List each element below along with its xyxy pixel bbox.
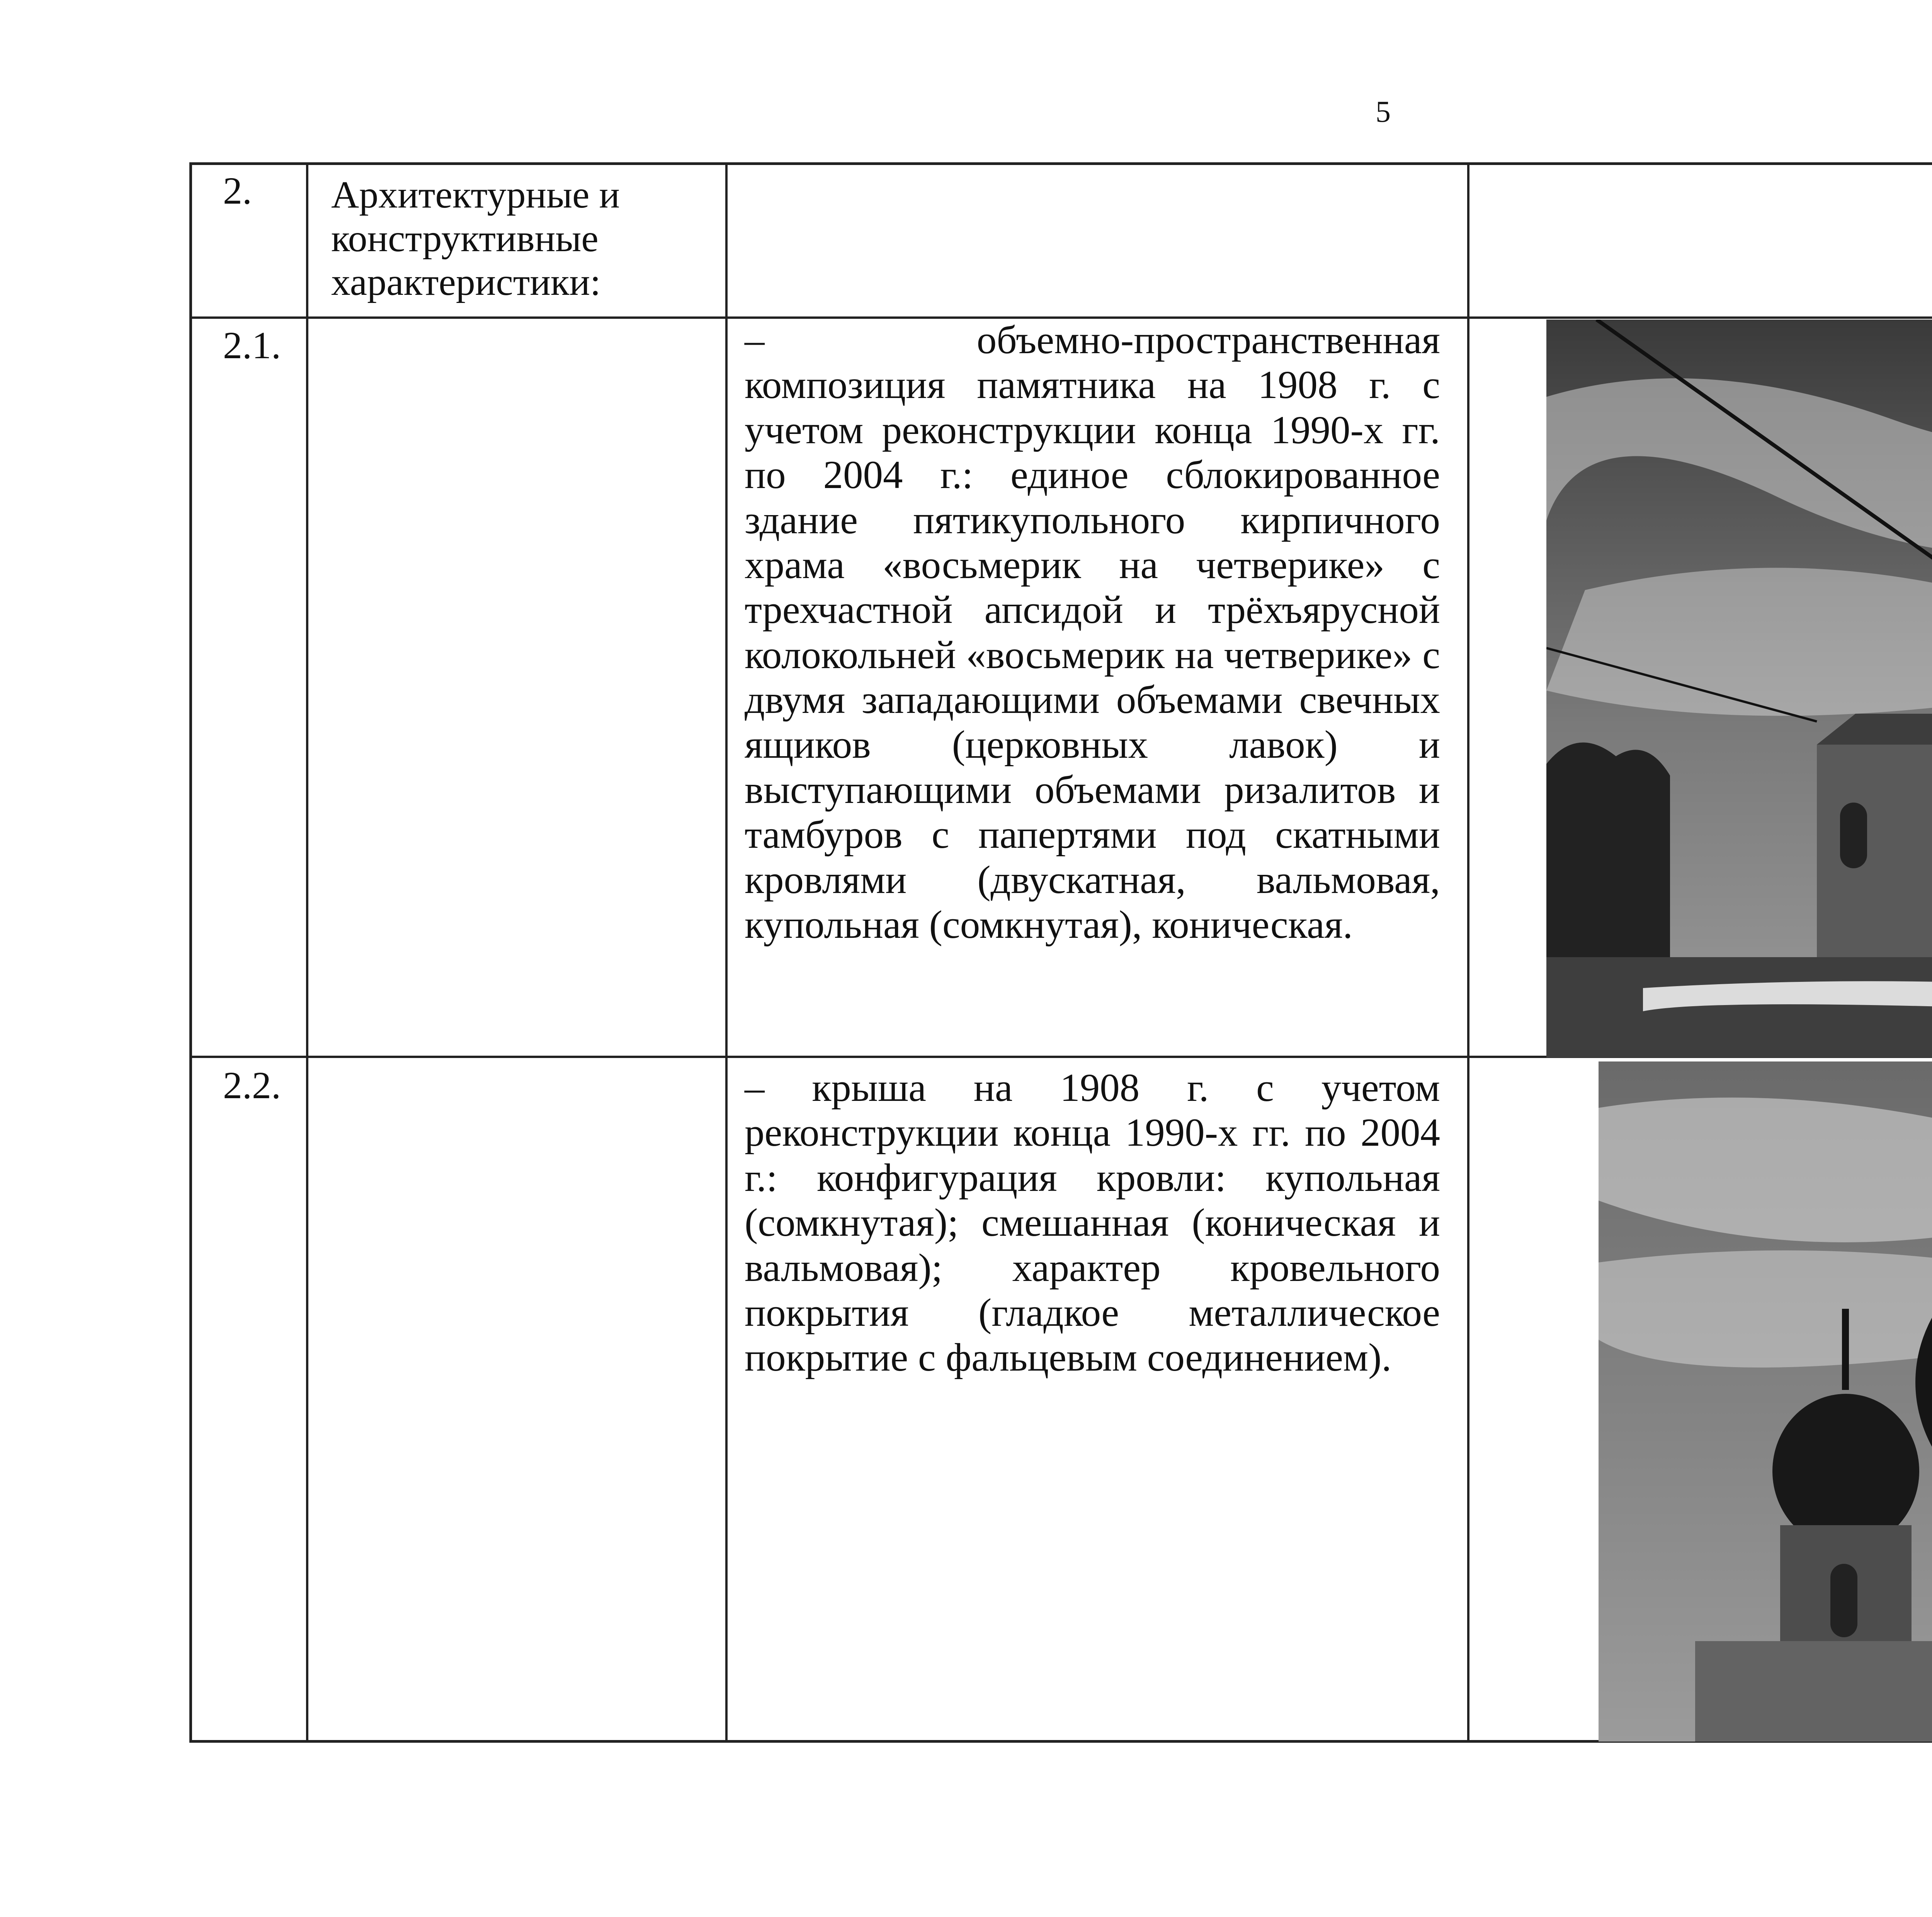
- row-description: – объемно-пространственная композиция памятника на 1908 г. с учетом реконструкции конца 1990-х гг. по 2004 г.: единое сблокированное здание пятикупольного кирпичного храма «восьмерик на четверике» с трехчастной апсидой и трёхъярусной колокольней «восьмерик на четверике» с двумя западающими объемами свечных ящиков (церковных лавок) и выступающими объемами ризалитов и тамбуров с папертями под скатными кровлями (двускатная, вальмовая, купольная (сомкнутая), коническая.: [745, 318, 1440, 947]
- column-divider: [1467, 165, 1469, 1740]
- section-title: [331, 173, 718, 304]
- church-domes-image: [1599, 1061, 1932, 1742]
- section-title-line: Архитектурные и: [331, 173, 620, 216]
- church-exterior-image: [1546, 320, 1932, 1058]
- characteristics-table: [189, 162, 1932, 1743]
- row-number: 2.1.: [223, 324, 281, 367]
- church-domes-photo: [1599, 1061, 1932, 1742]
- column-divider: [306, 165, 308, 1740]
- row-description: – крыша на 1908 г. с учетом реконструкции конца 1990-х гг. по 2004 г.: конфигурация кровли: купольная (сомкнутая); смешанная (коническая и вальмовая); характер кровельного покрытия (гладкое металлическое покрытие с фальцевым соединением).: [745, 1066, 1440, 1380]
- row-number: 2.2.: [223, 1064, 281, 1107]
- church-exterior-photo: [1546, 320, 1932, 1058]
- column-divider: [725, 165, 728, 1740]
- page-number: 5: [1376, 95, 1391, 128]
- section-title-line: характеристики:: [331, 260, 601, 303]
- section-number: 2.: [223, 169, 252, 212]
- section-title-line: конструктивные: [331, 217, 599, 260]
